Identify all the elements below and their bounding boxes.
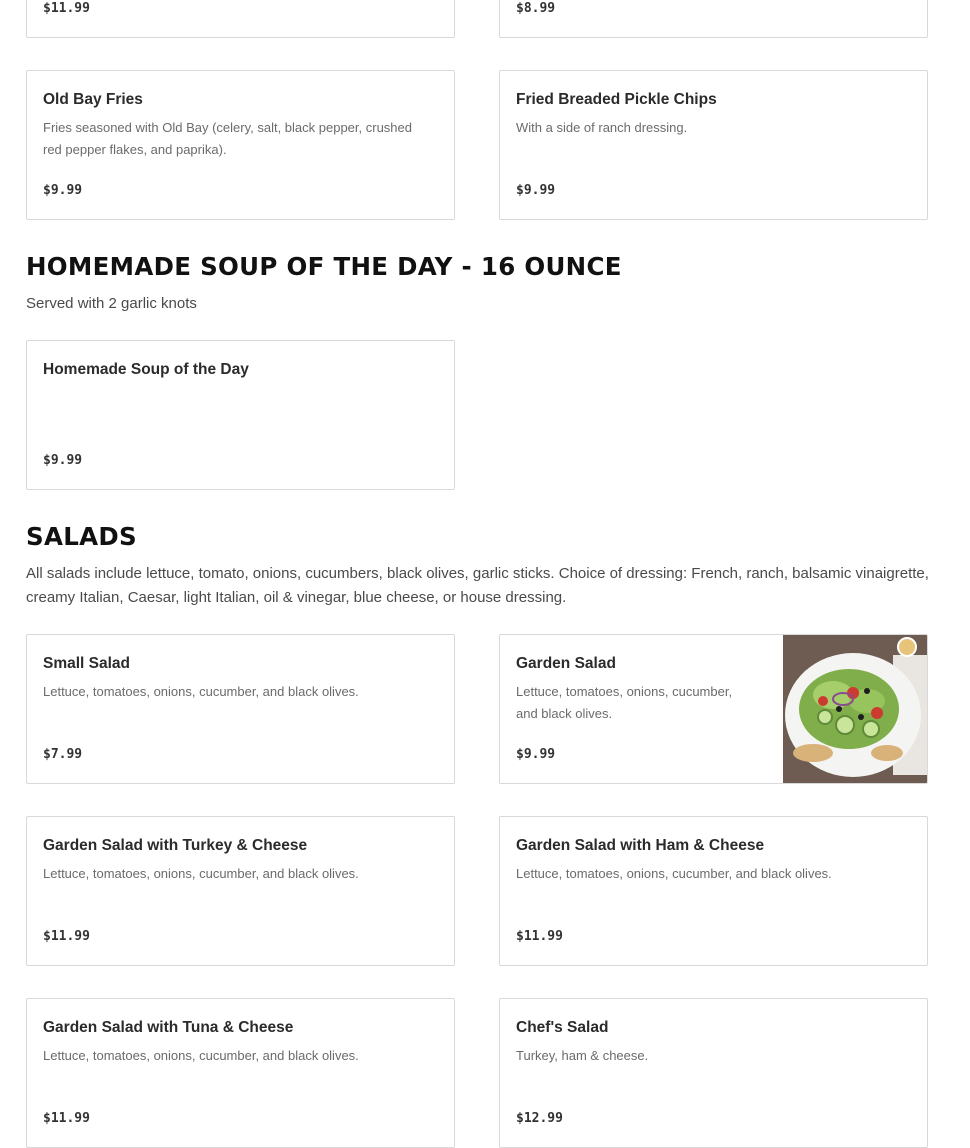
salad-plate-illustration — [783, 635, 927, 783]
section-title-soup: HOMEMADE SOUP OF THE DAY - 16 OUNCE — [26, 252, 622, 281]
item-name: Garden Salad — [516, 655, 616, 672]
item-name: Garden Salad with Turkey & Cheese — [43, 837, 308, 854]
menu-item-card-small-salad[interactable] — [26, 634, 455, 784]
garden-salad-photo[interactable] — [783, 635, 927, 783]
item-description: With a side of ranch dressing. — [516, 120, 688, 135]
item-name: Homemade Soup of the Day — [43, 361, 249, 378]
item-price: $11.99 — [43, 1111, 90, 1126]
menu-item-card[interactable] — [499, 0, 928, 38]
menu-item-card-garden-salad-turkey-cheese[interactable] — [26, 816, 455, 966]
item-name: Garden Salad with Tuna & Cheese — [43, 1019, 294, 1036]
item-price: $9.99 — [43, 453, 83, 468]
item-price: $12.99 — [516, 1111, 563, 1126]
item-price: $9.99 — [516, 183, 556, 198]
item-price: $11.99 — [516, 929, 563, 944]
menu-item-card-chefs-salad[interactable] — [499, 998, 928, 1148]
menu-item-card-pickle-chips[interactable] — [499, 70, 928, 220]
section-description-soup: Served with 2 garlic knots — [26, 295, 197, 312]
item-name: Old Bay Fries — [43, 91, 143, 108]
item-price: $9.99 — [43, 183, 83, 198]
item-price: $7.99 — [43, 747, 83, 762]
item-description: Lettuce, tomatoes, onions, cucumber, and black olives. — [516, 866, 832, 881]
menu-item-card-garden-salad[interactable] — [499, 634, 928, 784]
menu-item-card-soup-of-the-day[interactable] — [26, 340, 455, 490]
item-price: $11.99 — [43, 929, 90, 944]
item-name: Fried Breaded Pickle Chips — [516, 91, 717, 108]
menu-item-card[interactable] — [26, 0, 455, 38]
item-name: Garden Salad with Ham & Cheese — [516, 837, 765, 854]
section-title-salads: SALADS — [26, 522, 137, 551]
item-description: Lettuce, tomatoes, onions, cucumber, and black olives. — [43, 866, 359, 881]
item-description: Turkey, ham & cheese. — [516, 1048, 649, 1063]
item-price: $8.99 — [516, 1, 556, 16]
menu-item-card-garden-salad-tuna-cheese[interactable] — [26, 998, 455, 1148]
section-description-salads: All salads include lettuce, tomato, onions, cucumbers, black olives, garlic sticks. Choice of dressing: French, ranch, balsamic vinaigrette, creamy Italian, Caesar, light Italian, oil & vinegar, blue cheese, or house dressing. — [26, 565, 929, 606]
item-description: Lettuce, tomatoes, onions, cucumber, and black olives. — [516, 684, 733, 721]
item-price: $11.99 — [43, 1, 90, 16]
menu-item-card-old-bay-fries[interactable] — [26, 70, 455, 220]
menu-item-card-garden-salad-ham-cheese[interactable] — [499, 816, 928, 966]
item-price: $9.99 — [516, 747, 556, 762]
item-description: Fries seasoned with Old Bay (celery, salt, black pepper, crushed red pepper flakes, and paprika). — [43, 120, 412, 157]
item-description: Lettuce, tomatoes, onions, cucumber, and black olives. — [43, 1048, 359, 1063]
item-name: Small Salad — [43, 655, 131, 672]
item-description: Lettuce, tomatoes, onions, cucumber, and black olives. — [43, 684, 359, 699]
item-name: Chef's Salad — [516, 1019, 609, 1036]
